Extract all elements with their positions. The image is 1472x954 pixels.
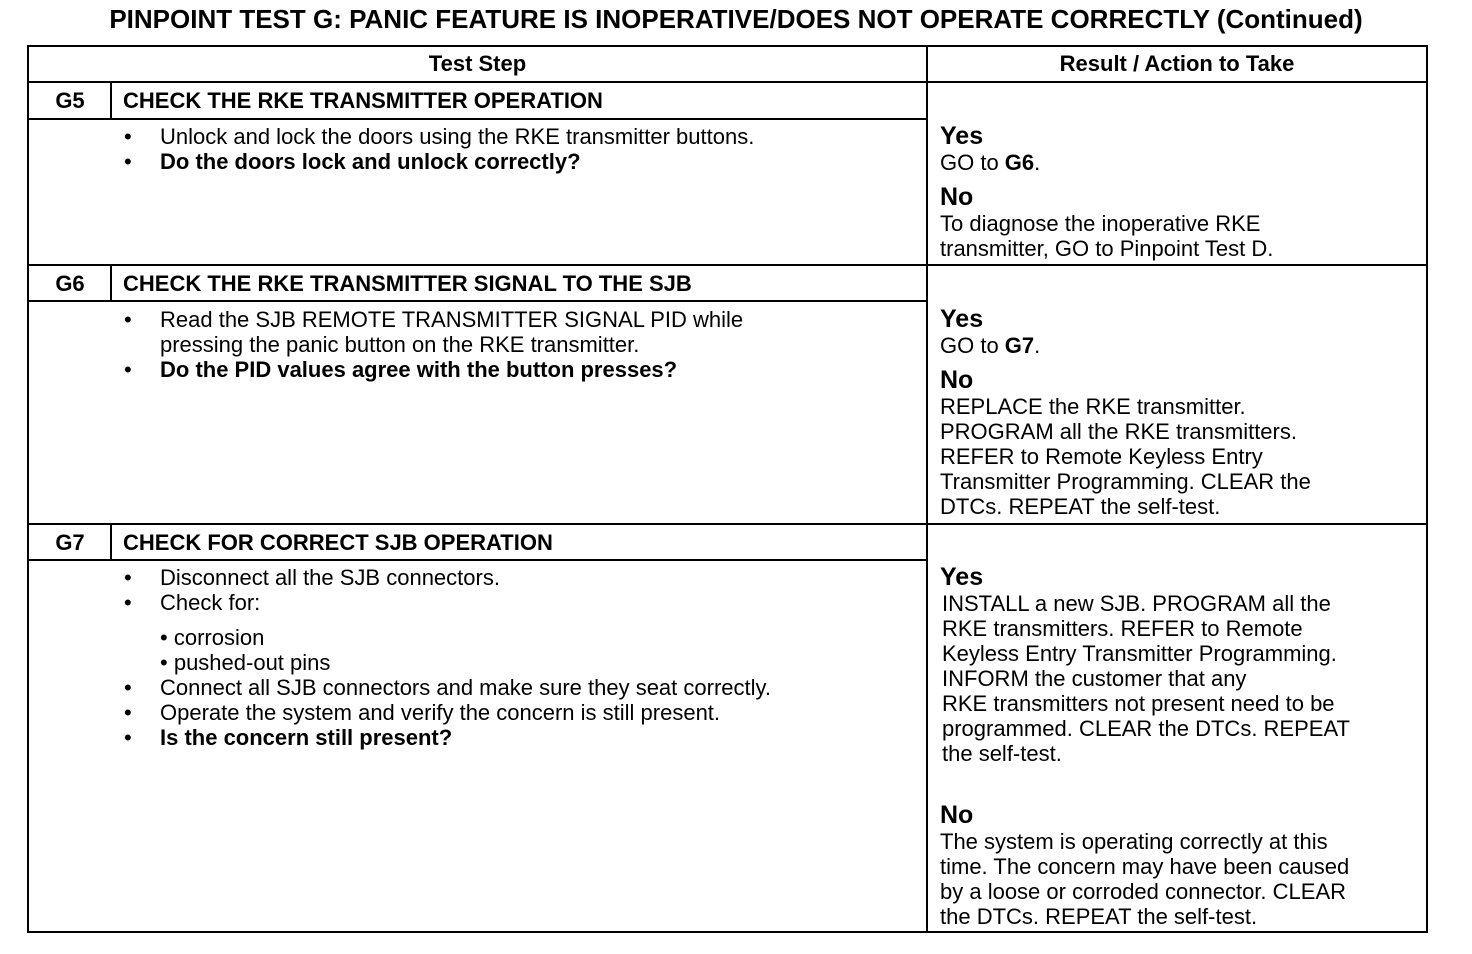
header-divider xyxy=(27,81,1428,83)
step-id-g7: G7 xyxy=(55,530,85,555)
g7-title-divider xyxy=(27,559,928,561)
test-step-header: Test Step xyxy=(428,51,527,76)
sub-list-item: • pushed-out pins xyxy=(160,650,331,675)
no-action: To diagnose the inoperative RKE transmitter, GO to Pinpoint Test D. xyxy=(940,211,1274,261)
list-item: • Operate the system and verify the concern is still present. xyxy=(124,700,721,725)
check-for-sublist xyxy=(120,625,771,675)
yes-label: Yes xyxy=(940,122,984,150)
g6-g7-divider xyxy=(27,523,1428,525)
result-action-header: Result / Action to Take xyxy=(1059,51,1295,76)
no-action: The system is operating correctly at this time. The concern may have been caused by a loose or corroded connector. CLEAR the DTCs. REPEAT the self-test. xyxy=(940,829,1350,929)
step-title-g7: CHECK FOR CORRECT SJB OPERATION xyxy=(123,530,553,555)
list-item: • Do the doors lock and unlock correctly? xyxy=(124,149,581,174)
no-action: REPLACE the RKE transmitter. PROGRAM all the RKE transmitters. REFER to Remote Keyless Entry Transmitter Programming. CLEAR the DTCs. REPEAT the self-test. xyxy=(940,394,1311,519)
g5-title-divider xyxy=(27,118,928,120)
list-item: • Read the SJB REMOTE TRANSMITTER SIGNAL PID while xyxy=(124,307,744,332)
step-id-g5: G5 xyxy=(55,88,85,113)
step-bullets-g7 xyxy=(120,565,771,750)
yes-action: INSTALL a new SJB. PROGRAM all the RKE transmitters. REFER to Remote Keyless Entry Transmitter Programming. INFORM the customer that any RKE transmitters not present need to be programmed. CLEAR the DTCs. REPEAT the self-test. xyxy=(942,591,1350,766)
list-item: • Disconnect all the SJB connectors. xyxy=(124,565,500,590)
result-g5 xyxy=(940,123,1273,261)
no-label: No xyxy=(940,801,974,829)
column-divider-step-result xyxy=(926,45,928,933)
no-label: No xyxy=(940,366,974,394)
step-title-g5: CHECK THE RKE TRANSMITTER OPERATION xyxy=(123,88,603,113)
list-item: • Do the PID values agree with the button presses? xyxy=(124,357,678,382)
step-bullets-g6 xyxy=(120,307,743,382)
g6-title-divider xyxy=(27,300,928,302)
step-bullets-g5 xyxy=(120,124,754,174)
yes-action: GO to G7. xyxy=(940,333,1041,358)
g5-g6-divider xyxy=(27,264,1428,266)
list-item: • Unlock and lock the doors using the RKE transmitter buttons. xyxy=(124,124,755,149)
result-g7 xyxy=(940,564,1350,929)
list-item: • Is the concern still present? xyxy=(124,725,453,750)
step-id-g6: G6 xyxy=(55,271,85,296)
yes-action: GO to G6. xyxy=(940,150,1041,175)
list-item: • Check for: xyxy=(124,590,261,615)
result-g6 xyxy=(940,306,1311,519)
yes-label: Yes xyxy=(940,305,984,333)
list-item-continuation: pressing the panic button on the RKE transmitter. xyxy=(160,332,640,357)
no-label: No xyxy=(940,183,974,211)
sub-list-item: • corrosion xyxy=(160,625,265,650)
list-item: • Connect all SJB connectors and make sure they seat correctly. xyxy=(124,675,771,700)
yes-label: Yes xyxy=(940,563,984,591)
page-title: PINPOINT TEST G: PANIC FEATURE IS INOPERATIVE/DOES NOT OPERATE CORRECTLY (Continued) xyxy=(109,4,1363,34)
step-title-g6: CHECK THE RKE TRANSMITTER SIGNAL TO THE SJB xyxy=(123,271,692,296)
